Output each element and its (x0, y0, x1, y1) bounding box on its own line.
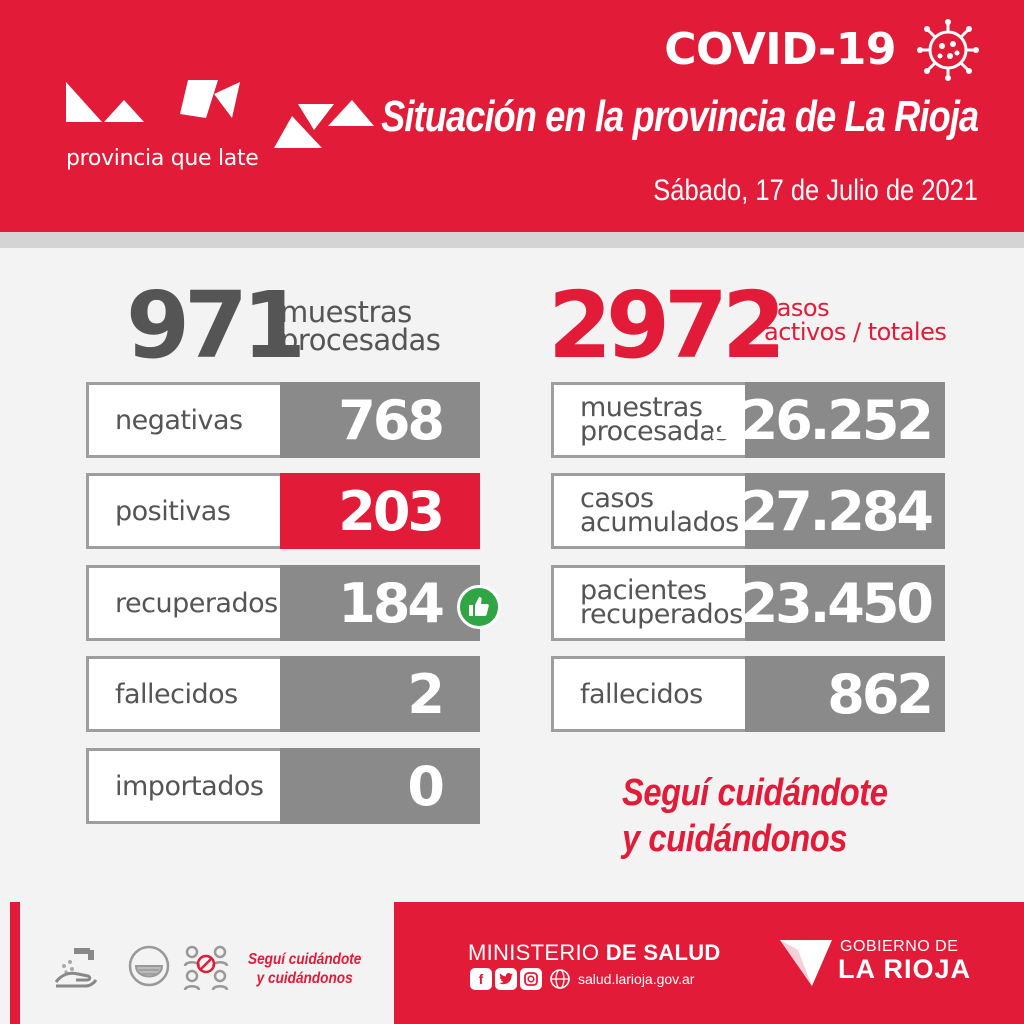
ministry-name-light: MINISTERIO (468, 940, 606, 965)
logo-tagline: provincia que late (66, 146, 259, 171)
row-value: 203 (280, 473, 480, 549)
social-links (470, 968, 694, 990)
gobierno-logo (778, 936, 834, 990)
ministry-name-bold: DE SALUD (605, 940, 721, 965)
row-label-line1: casos (580, 483, 654, 514)
row-label (580, 568, 743, 638)
daily-samples-label-line1: muestras (280, 295, 412, 329)
row-value: 184 (280, 565, 480, 641)
row-value: 862 (745, 656, 945, 732)
row-value: 768 (280, 382, 480, 458)
row-label: importados (115, 770, 264, 802)
row-value: 27.284 (745, 473, 945, 549)
row-value: 0 (280, 748, 480, 824)
report-date: Sábado, 17 de Julio de 2021 (653, 174, 978, 207)
facebook-icon[interactable]: f (470, 968, 492, 990)
row-importados (86, 748, 480, 824)
web-icon[interactable] (549, 968, 571, 990)
daily-samples-label-line2: procesadas (280, 323, 441, 357)
row-value: 23.450 (745, 565, 945, 641)
row-fallecidos (86, 656, 480, 732)
footer-slogan-line2: y cuidándonos (256, 970, 353, 987)
distancing-icon (182, 942, 232, 992)
row-label-line2: acumulados (580, 507, 739, 538)
virus-icon (916, 18, 980, 82)
slogan-line2: y cuidándonos (622, 818, 848, 860)
active-cases-label-line2: activos / totales (764, 318, 947, 346)
situation-title: Situación en la provincia de La Rioja (380, 92, 978, 141)
daily-samples-label (280, 295, 441, 357)
mask-icon (124, 942, 174, 992)
footer-slogan (248, 950, 361, 988)
slogan (622, 770, 887, 862)
ministry-name (468, 940, 721, 966)
row-label-line1: pacientes (580, 575, 707, 606)
row-positivas (86, 473, 480, 549)
row-label: recuperados (115, 587, 278, 619)
website-link[interactable]: salud.larioja.gov.ar (578, 971, 695, 987)
row-label (580, 476, 739, 546)
active-cases-label (764, 296, 946, 344)
row-negativas (86, 382, 480, 458)
twitter-icon[interactable] (495, 968, 517, 990)
row-label-line2: recuperados (580, 599, 743, 630)
handwash-icon (52, 942, 102, 992)
daily-samples-total: 971 (126, 272, 301, 379)
gobierno-line2: LA RIOJA (838, 954, 972, 984)
row-label-line1: muestras (580, 392, 703, 423)
row-casos-acumulados (551, 473, 945, 549)
active-cases-label-line1: casos (764, 294, 830, 322)
row-value: 126.252 (745, 382, 945, 458)
covid-title: COVID-19 (664, 24, 896, 75)
row-pacientes-recuperados (551, 565, 945, 641)
row-label: fallecidos (580, 678, 703, 710)
active-cases-total: 2972 (548, 272, 781, 379)
row-label: negativas (115, 404, 243, 436)
row-value: 2 (280, 656, 480, 732)
footer-slogan-line1: Seguí cuidándote (248, 951, 362, 968)
row-label: positivas (115, 495, 231, 527)
thumbs-up-icon (457, 585, 501, 629)
row-muestras-procesadas (551, 382, 945, 458)
row-label: fallecidos (115, 678, 238, 710)
row-fallecidos-total (551, 656, 945, 732)
instagram-icon[interactable] (520, 968, 542, 990)
row-label-line2: procesadas (580, 416, 729, 447)
row-recuperados (86, 565, 480, 641)
header-divider (0, 232, 1024, 248)
gobierno-line1: GOBIERNO DE (840, 938, 959, 955)
slogan-line1: Seguí cuidándote (622, 772, 888, 814)
